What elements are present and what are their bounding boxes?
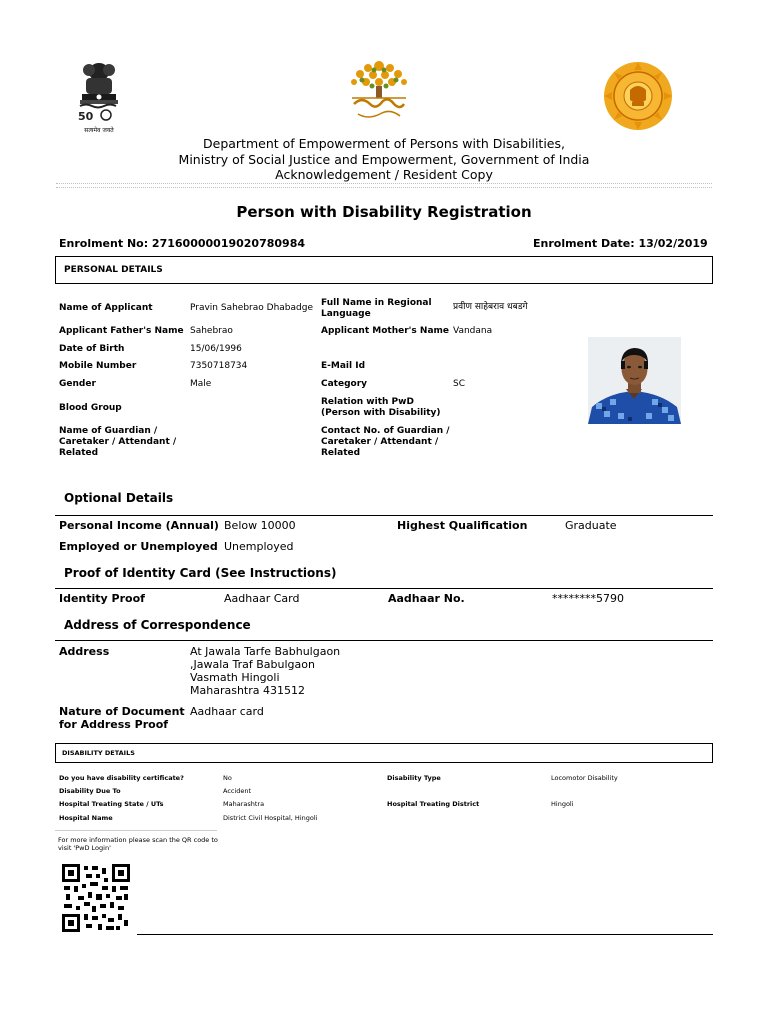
value-father-name: Sahebrao bbox=[190, 326, 233, 336]
label-disability-certificate: Do you have disability certificate? bbox=[59, 774, 184, 782]
qr-code-note: For more information please scan the QR code to visit 'PwD Login' bbox=[58, 836, 218, 852]
qr-note-rule bbox=[55, 830, 217, 831]
label-category: Category bbox=[321, 379, 368, 389]
label-guardian-contact: Contact No. of Guardian / Caretaker / Attendant / Related bbox=[321, 426, 450, 458]
disability-details-header-box bbox=[55, 743, 713, 763]
enrolment-number: Enrolment No: 27160000019020780984 bbox=[59, 237, 306, 250]
emblem-motto: सत्यमेव जयते bbox=[84, 127, 114, 134]
header-line-1: Department of Empowerment of Persons with Disabilities, bbox=[203, 136, 565, 151]
value-category: SC bbox=[453, 379, 465, 389]
address-line-2: ,Jawala Traf Babulgaon bbox=[190, 658, 315, 671]
label-mobile-number: Mobile Number bbox=[59, 361, 137, 371]
label-disability-due-to: Disability Due To bbox=[59, 787, 121, 795]
personal-details-title: PERSONAL DETAILS bbox=[64, 265, 163, 275]
value-mobile-number: 7350718734 bbox=[190, 361, 248, 371]
address-line-3: Vasmath Hingoli bbox=[190, 671, 280, 684]
value-disability-certificate: No bbox=[223, 774, 232, 782]
svg-text:50: 50 bbox=[78, 110, 94, 123]
label-identity-proof: Identity Proof bbox=[59, 592, 145, 605]
value-hospital-state: Maharashtra bbox=[223, 800, 265, 808]
label-name-of-applicant: Name of Applicant bbox=[59, 303, 153, 313]
value-address-proof-document: Aadhaar card bbox=[190, 705, 264, 718]
label-address: Address bbox=[59, 645, 110, 658]
header-line-3: Acknowledgement / Resident Copy bbox=[275, 167, 493, 182]
header-line-2: Ministry of Social Justice and Empowerment, Government of India bbox=[178, 151, 590, 167]
optional-details-rule bbox=[55, 515, 713, 516]
label-relation-with-pwd: Relation with PwD (Person with Disability) bbox=[321, 397, 441, 418]
label-aadhaar-number: Aadhaar No. bbox=[388, 592, 465, 605]
label-hospital-name: Hospital Name bbox=[59, 814, 113, 822]
value-disability-type: Locomotor Disability bbox=[551, 774, 618, 782]
address-title: Address of Correspondence bbox=[64, 618, 251, 632]
label-highest-qualification: Highest Qualification bbox=[397, 519, 528, 532]
footer-rule bbox=[137, 934, 713, 935]
label-address-proof-document: Nature of Document for Address Proof bbox=[59, 705, 185, 731]
value-employment-status: Unemployed bbox=[224, 540, 294, 553]
page-title: Person with Disability Registration bbox=[236, 203, 532, 221]
value-date-of-birth: 15/06/1996 bbox=[190, 344, 242, 354]
identity-proof-title: Proof of Identity Card (See Instructions) bbox=[64, 566, 337, 580]
value-highest-qualification: Graduate bbox=[565, 519, 617, 532]
value-name-of-applicant: Pravin Sahebrao Dhabadge bbox=[190, 303, 313, 313]
optional-details-title: Optional Details bbox=[64, 491, 174, 505]
label-regional-name: Full Name in Regional Language bbox=[321, 298, 432, 319]
identity-proof-rule bbox=[55, 588, 713, 589]
label-disability-type: Disability Type bbox=[387, 774, 441, 782]
header-divider-1 bbox=[56, 183, 712, 184]
address-value bbox=[190, 645, 340, 697]
address-line-1: At Jawala Tarfe Babhulgaon bbox=[190, 645, 341, 658]
personal-details-header-box bbox=[55, 256, 713, 284]
applicant-photo bbox=[588, 337, 681, 424]
label-hospital-district: Hospital Treating District bbox=[387, 800, 480, 808]
value-mother-name: Vandana bbox=[453, 326, 493, 336]
qr-code[interactable] bbox=[62, 864, 130, 932]
label-date-of-birth: Date of Birth bbox=[59, 344, 125, 354]
value-regional-name: प्रवीण साहेबराव धबडगे bbox=[453, 302, 528, 312]
label-mother-name: Applicant Mother's Name bbox=[321, 326, 449, 336]
department-header bbox=[0, 136, 768, 183]
disability-details-title: DISABILITY DETAILS bbox=[62, 749, 135, 757]
label-guardian-name: Name of Guardian / Caretaker / Attendant / Related bbox=[59, 426, 177, 458]
accessible-india-logo bbox=[344, 58, 414, 124]
label-employment-status: Employed or Unemployed bbox=[59, 540, 218, 553]
value-personal-income: Below 10000 bbox=[224, 519, 296, 532]
address-line-4: Maharashtra 431512 bbox=[190, 684, 305, 697]
value-hospital-name: District Civil Hospital, Hingoli bbox=[223, 814, 318, 822]
national-emblem-logo bbox=[74, 58, 124, 136]
label-hospital-state: Hospital Treating State / UTs bbox=[59, 800, 164, 808]
label-personal-income: Personal Income (Annual) bbox=[59, 519, 219, 532]
address-rule bbox=[55, 640, 713, 641]
value-aadhaar-number: ********5790 bbox=[552, 592, 624, 605]
header-divider-2 bbox=[56, 187, 712, 188]
enrolment-date: Enrolment Date: 13/02/2019 bbox=[533, 237, 708, 250]
value-identity-proof: Aadhaar Card bbox=[224, 592, 300, 605]
value-gender: Male bbox=[190, 379, 212, 389]
label-gender: Gender bbox=[59, 379, 96, 389]
value-hospital-district: Hingoli bbox=[551, 800, 574, 808]
maharashtra-seal-logo bbox=[602, 60, 674, 132]
label-father-name: Applicant Father's Name bbox=[59, 326, 184, 336]
value-disability-due-to: Accident bbox=[223, 787, 252, 795]
label-email: E-Mail Id bbox=[321, 361, 366, 371]
label-blood-group: Blood Group bbox=[59, 403, 122, 413]
